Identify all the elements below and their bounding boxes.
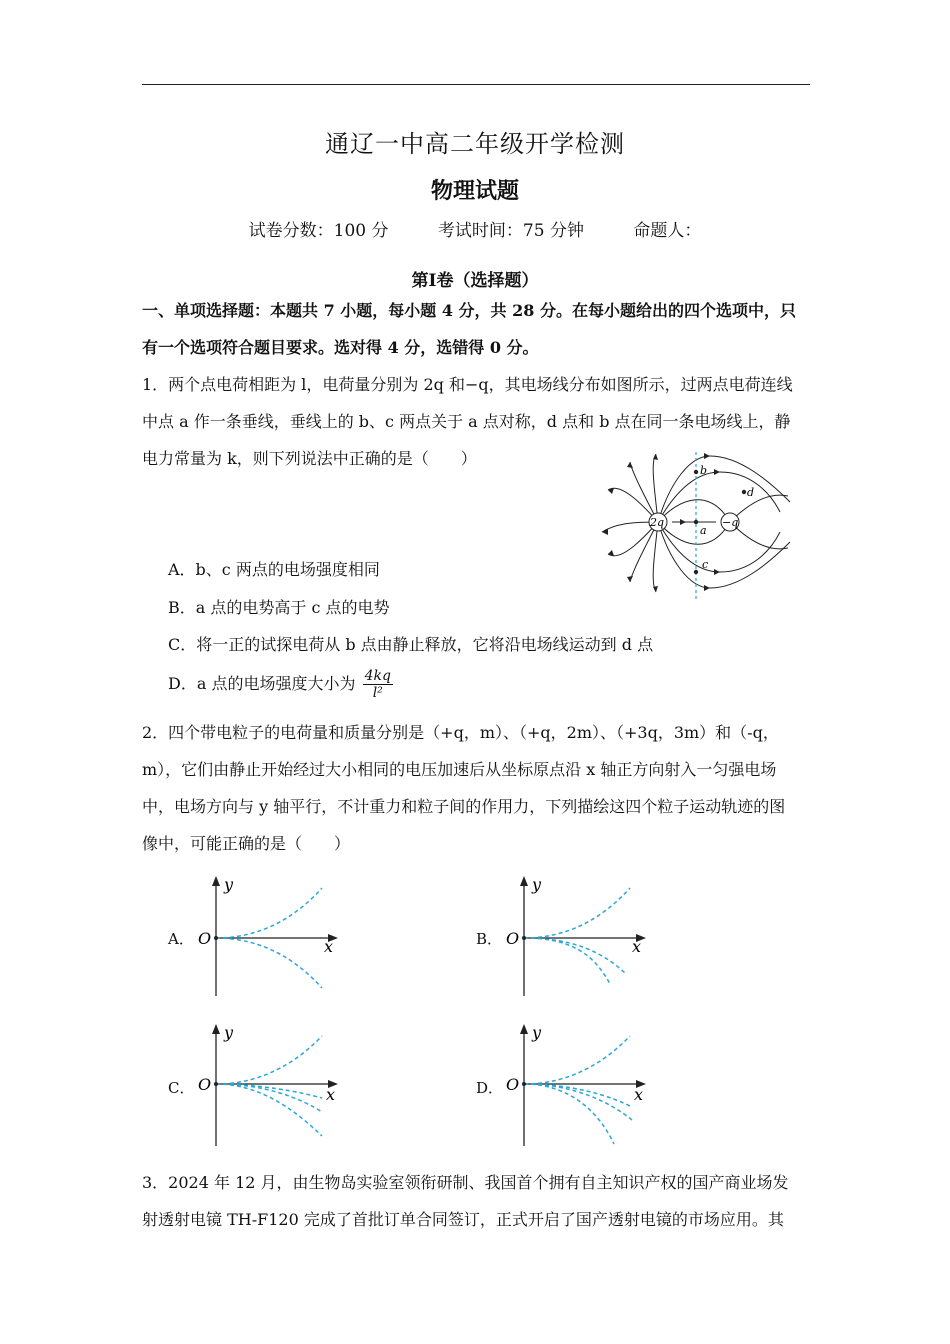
x-axis-label: x bbox=[326, 1085, 336, 1104]
q2-option-a-label[interactable]: A． bbox=[168, 930, 194, 948]
section-title: 第Ⅰ卷（选择题） bbox=[411, 271, 539, 291]
y-axis-label: y bbox=[224, 875, 234, 894]
point-d-label: d bbox=[747, 486, 755, 499]
x-axis-label: x bbox=[634, 1085, 644, 1104]
q2-graph-b[interactable] bbox=[498, 872, 658, 1002]
q1-option-b[interactable]: B．a 点的电势高于 c 点的电势 bbox=[168, 598, 390, 617]
q2-option-c-label[interactable]: C． bbox=[168, 1079, 195, 1097]
question-2-stem bbox=[142, 714, 810, 862]
electric-field-figure bbox=[600, 452, 810, 602]
question-3-stem bbox=[142, 1164, 810, 1238]
header-rule bbox=[142, 84, 810, 85]
y-axis-label: y bbox=[532, 1023, 542, 1042]
origin-label: O bbox=[198, 929, 212, 948]
subject-title: 物理试题 bbox=[430, 178, 519, 204]
x-axis-label: x bbox=[324, 937, 334, 956]
q3-line-1: 3．2024 年 12 月，由生物岛实验室领衔研制、我国首个拥有自主知识产权的国产商业场发 bbox=[142, 1173, 789, 1192]
q1-option-a[interactable]: A．b、c 两点的电场强度相同 bbox=[168, 560, 380, 579]
exam-meta bbox=[0, 216, 950, 241]
score-info: 试卷分数：100 分 bbox=[248, 221, 389, 241]
y-axis-label: y bbox=[224, 1023, 234, 1042]
neg-charge-label: −q bbox=[722, 516, 739, 529]
q2-graph-c[interactable] bbox=[190, 1020, 350, 1152]
point-a-label: a bbox=[700, 524, 707, 537]
fraction-numerator: 4kq bbox=[364, 668, 391, 684]
origin-label: O bbox=[506, 929, 520, 948]
q1-line-2: 中点 a 作一条垂线，垂线上的 b、c 两点关于 a 点对称，d 点和 b 点在同一条电场线上，静 bbox=[142, 412, 791, 431]
fraction-denominator: l² bbox=[372, 685, 383, 701]
y-axis-label: y bbox=[532, 875, 542, 894]
time-info: 考试时间：75 分钟 bbox=[437, 221, 584, 241]
point-c-label: c bbox=[702, 558, 709, 571]
school-title: 通辽一中高二年级开学检测 bbox=[325, 130, 625, 158]
q1-option-c[interactable]: C．将一正的试探电荷从 b 点由静止释放，它将沿电场线运动到 d 点 bbox=[168, 635, 654, 654]
q2-option-d-label[interactable]: D． bbox=[476, 1079, 504, 1097]
q2-graph-d[interactable] bbox=[498, 1020, 658, 1152]
pos-charge-label: 2q bbox=[650, 516, 665, 529]
point-b-label: b bbox=[700, 464, 708, 477]
q1-line-3: 电力常量为 k，则下列说法中正确的是（ ） bbox=[142, 449, 477, 468]
q2-line-1: 2．四个带电粒子的电荷量和质量分别是（+q，m）、（+q，2m）、（+3q，3m）和（-q， bbox=[142, 723, 779, 742]
q2-line-2: m），它们由静止开始经过大小相同的电压加速后从坐标原点沿 x 轴正方向射入一匀强电场 bbox=[142, 760, 777, 779]
author-info: 命题人： bbox=[633, 221, 702, 241]
q1-option-d[interactable] bbox=[168, 668, 393, 701]
q2-option-b-label[interactable]: B． bbox=[476, 930, 503, 948]
origin-label: O bbox=[198, 1075, 212, 1094]
q1-option-d-text: D．a 点的电场强度大小为 bbox=[168, 674, 356, 693]
section-instructions bbox=[142, 292, 810, 366]
instructions-line-2: 有一个选项符合题目要求。选对得 4 分，选错得 0 分。 bbox=[142, 338, 539, 357]
q2-line-3: 中，电场方向与 y 轴平行，不计重力和粒子间的作用力，下列描绘这四个粒子运动轨迹的图 bbox=[142, 797, 786, 816]
q1-line-1: 1．两个点电荷相距为 l，电荷量分别为 2q 和−q，其电场线分布如图所示，过两点电荷连线 bbox=[142, 375, 793, 394]
q3-line-2: 射透射电镜 TH-F120 完成了首批订单合同签订，正式开启了国产透射电镜的市场应用。其 bbox=[142, 1210, 784, 1229]
q1-option-d-fraction bbox=[363, 668, 393, 701]
q2-graph-a[interactable] bbox=[190, 872, 350, 1002]
origin-label: O bbox=[506, 1075, 520, 1094]
x-axis-label: x bbox=[632, 937, 642, 956]
instructions-line-1: 一、单项选择题：本题共 7 小题，每小题 4 分，共 28 分。在每小题给出的四个选项中，只 bbox=[142, 301, 796, 320]
q2-line-4: 像中，可能正确的是（ ） bbox=[142, 834, 351, 853]
